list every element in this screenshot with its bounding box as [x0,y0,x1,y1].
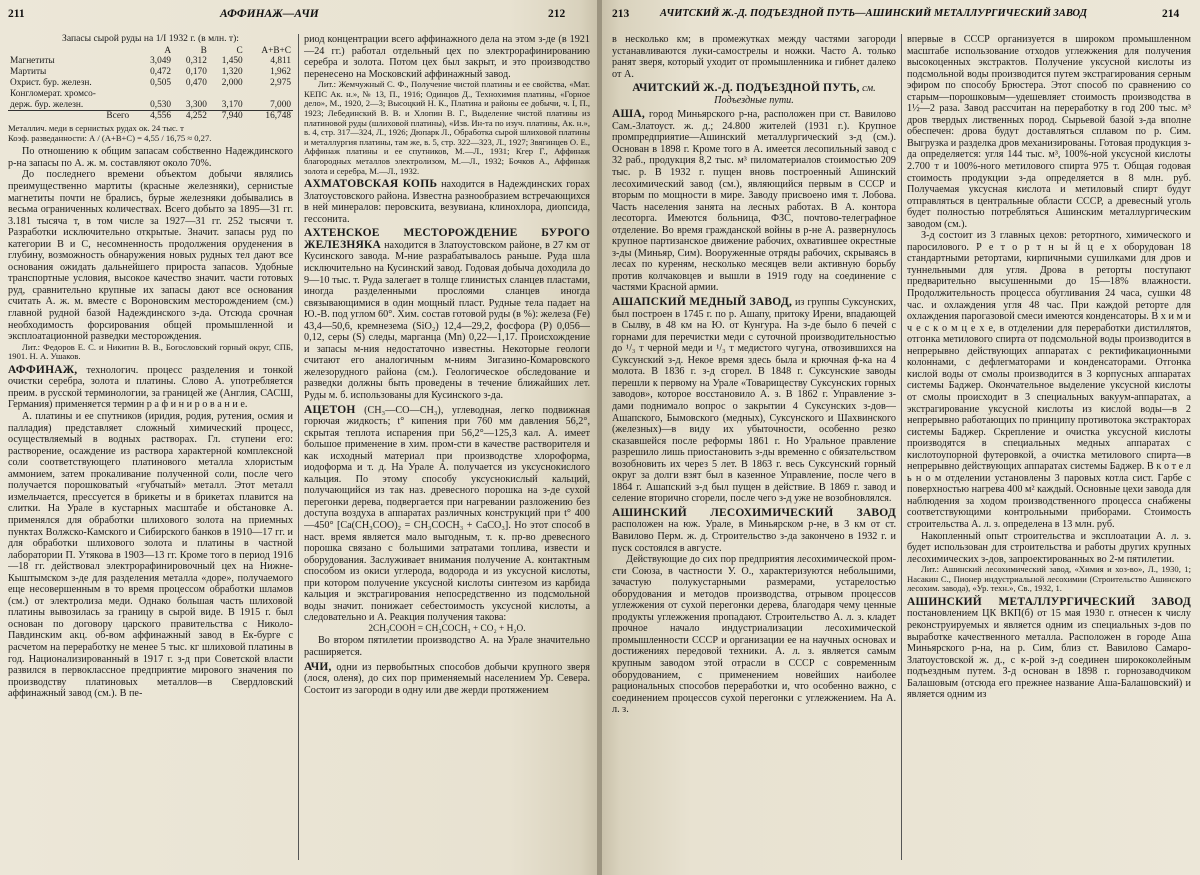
table-row: Конгломерат. хромсо- [10,88,96,99]
page-number: 211 [8,8,25,20]
table-row: Мартиты 0,472 0,170 1,320 1,962 [10,67,291,78]
paragraph: До последнего времени объектом добычи являлись преимущественно мартиты (красные железняки), сернистые магнетиты почти не брались, бурые железняки добывались в весьма ограниченных количествах. Всего добыто за 1895—31 гг. 3.181 тысяча т, в том числе за 1927—31 гг. 252 тысячи т. Разработки исключительно открытые. Значит. запасы руд по категории В и С, несомненность продолжения оруденения в глубину, возможность обнаружения новых рудных тел дают все основания ожидать дальнейшего прироста запасов. Удобные транспортные условия, высокое качество значит. части готовых руд, сравнительно крупные их запасы дают все основания считать А. ж. м. вместе с Вороновским месторождением (см.) главной рудной базой Надеждинского з-да. Отсюда срочная необходимость форсирования общей промышленной и эксплоатационной разведки месторождения. [8,169,293,343]
entry-ashin-les [612,508,896,554]
headword: АШИНСКИЙ МЕТАЛЛУРГИЧЕСКИЙ ЗАВОД [907,595,1191,608]
left-page-header [0,8,598,26]
entry-text: расположен на юж. Урале, в Миньярском р-не, в 3 км от ст. Вавилово Перм. ж. д. Строительство з-да закончено в 1932 г. и пуск состоялся в августе. [612,519,896,554]
entry-achitsky [612,83,896,106]
paragraph: впервые в СССР организуется в широком промышленном масштабе использование отходов углежжения для получения высокоценных экстрактов. Получение уксусной кислоты из подсмольной воды производится путем экстрагирования серным эфиром по способу Брюстера. Этот способ по сравнению со старым—порошковым—удешевляет стоимость производства в 1½—2 раза. Завод рассчитан на переработку в год 200 тыс. м³ дров твердых лиственных пород. Сырьевой базой з-да вполне обеспечен: дрова будут доставляться сплавом по р. Сим. Выгрузка и разделка дров механизированы. Готовая продукция з-да определяется: угля 144 тыс. м³, 100%-ной уксусной кислоты 2.700 т и 100%-ного метилового спирта 975 т. Общая годовая стоимость продукции з-да определяется в 8 млн. руб. Получаемая уксусная кислота и метиловый спирт будут отправляться в центральные области СССР, а древесный уголь будет полностью потребляться Ашинским металлургическим заводом (см.). [907,34,1191,230]
table-row: Охрист. бур. железн. 0,505 0,470 2,000 2,975 [10,77,291,88]
entry-text: одни из первобытных способов добычи крупного зверя (лося, оленя), до сих пор применяемый населением Ур. Севера. Состоит из загороди в одну или две жерди протяжением [304,661,590,696]
right-page-header [602,8,1200,26]
coefficient-formula: Коэф. разведанности: А / (А+В+С) = 4,55 / 16,75 ≈ 0,27. [8,132,212,143]
entry-ashap [612,297,896,505]
paragraph: риод концентрации всего аффинажного дела на этом з-де (в 1921—24 гг.) работал отдельный цех по электрорафинированию серебра и золота. Потом цех был закрыт, и это производство перенесено на Московский аффинажный завод. [304,34,590,80]
entry-akhten [304,228,590,401]
left-page [0,0,598,875]
headword: АФФИНАЖ, [8,363,78,376]
entry-affinazh [8,365,293,411]
headword: АЧИТСКИЙ Ж.-Д. ПОДЪЕЗДНОЙ ПУТЬ, [632,82,860,95]
paragraph: А. платины и ее спутников (иридия, родия, рутения, осмия и палладия) представляет сложный химический процесс, осуществляемый в водных растворах. Гл. ступени его: растворение, осаждение из раствора характерной комплексной соли соответствующего платинового металла хлористым аммонием, затем прокаливание полученной соли, после чего получается порошковатый «губчатый» металл. Этот металл измельчается, прессуется в брикеты и в брикетах плавится на слитки. На Урале в кустарных масштабе и обстановке А. применялся для обработки шлихового золота на приемных пунктах Волжско-Камского и Сибирского банков в 1910—17 гг. и для обработки шлихового золота и платины в частной лаборатории П. Утякова в 1903—13 гг. Кроме того в период 1916—18 гг. действовал электрорафинировочный цех на Нижне-Кыштымском з-де для разделения металла «доре», получаемого еще несовершенным в то время процессом обработки шламов (см.) от электролиза меди. Однако большая часть шлиховой платины вывозилась за границу в сырой виде. В 1915 г. был основан по договору царского правительства с Николо-Павдинским акц. об-вом аффинажный завод в Ек-бурге с расчетом на переработку не менее 5 тыс. кг шлиховой платины в год. Национализированный в 1917 г. з-д при Советской власти развился в первоклассное предприятие мирового значения по производству платиновых металлов—в Свердловский аффинажный завод (см.). В пе- [8,411,293,700]
entry-text: находится в Златоустовском районе, в 27 км от Кусинского завода. М-ние разрабатывалось раньше. Руда шла исключительно на Кусинский завод. Годовая добыча доходила до 9—10 тыс. т. Руда залегает в толще глинистых сланцев пластами, иногда разделенными прослоями сланцев иногда связывающимися в один мощный пласт. Рудные тела падает на Ю.-В. под углом 60°. Хим. состав готовой руды (в %): железа (Fe) 43,4—50,6, кремнезема (SiO₂) 12,4—29,2, фосфора (P) 0,056—0,12, серы (S) следы, марганца (Mn) 0,22—1,17. Происхождение и запасы м-ния недостаточно известны. Некоторые геологи считают его аналогичным м-ниям Зигазино-Комаровского железорудного района (см.). Геологическое обследование и разведки должны быть проведены в течение ближайших лет. Руды м. б. использованы для Кусинского з-да. [304,239,590,401]
headword: АЧИ, [304,660,332,673]
reaction-formula: 2CH₃COOH = CH₃COCH₃ + CO₂ + H₂O. [368,623,526,634]
headword: АХМАТОВСКАЯ КОПЬ [304,178,438,191]
literature-note: Лит.: Жемчужный С. Ф., Получение чистой платины и ее свойства, «Мат. КЕПС Ак. н.», № 13, П., 1916; Одинцов Д., Технохимия платины, «Горное дело», М., 1920, 2—3; Высоцкий Н. К., Платина и районы ее добычи, ч. I, П., 1923; Лебединский В. В. и Хлопин В. Г., Выделение чистой платины из платиновой руды (шлиховой платины), «Изв. Ин-та по изуч. платины, Ак. н.», в. 4, стр. 317—324, Л., 1926; Дюпарк Л., Обработка сырой шлиховой платины и металлургия платины, там же, в. 5, стр. 322—323, Л., 1927; Звягинцев О. Е., Аффинаж платины и ее спутников, М.—Л., 1931; Кгер Г., Аффинаж благородных металлов электролизом, М.—Л., 1932; Бочков А., Аффинаж золота и серебра, М.—Л., 1932. [304,79,590,176]
page-number: 212 [548,8,566,20]
entry-text: постановлением ЦК ВКП(б) от 15 мая 1930 г. отнесен к числу реконструируемых и является одним из специальных з-дов по выработке качественного металла. Расположен в городе Аша Миньярского р-на, на р. Сим, близ ст. Вавилово Самаро-Златоустовской ж. д., с к-рой з-д соединен ширококолейным подъездным путем. З-д основан в 1898 г. горнозаводчиком Балашовым (отсюда его прежнее название Аша-Балашовский) и является одним из [907,608,1191,701]
paragraph: в несколько км; в промежутках между частями загороди устанавливаются луки-самострелы и ножки. Часто А. только ранят зверя, который уходит от промышленника и гибнет далеко от А. [612,34,896,80]
entry-text: находится в Надеждинских горах Златоустовского района. Известна разнообразием встречающихся в ней минералов: перовскита, везувиана, клинохлора, диопсида, гессонита. [304,179,590,225]
headword: АХТЕНСКОЕ МЕСТОРОЖДЕНИЕ БУРОГО ЖЕЛЕЗНЯКА [304,227,590,251]
entry-akhmatov [304,179,590,225]
entry-aceton [304,405,590,624]
left-column-1 [8,34,293,864]
running-title: АФФИНАЖ—АЧИ [220,8,319,20]
running-title: АЧИТСКИЙ Ж.-Д. ПОДЪЕЗДНОЙ ПУТЬ—АШИНСКИЙ МЕТАЛЛУРГИЧЕСКИЙ ЗАВОД [660,8,1087,19]
column-divider [901,34,902,860]
paragraph: Во втором пятилетии производство А. на Урале значительно расширяется. [304,635,590,658]
right-column-2 [907,34,1191,864]
paragraph: З-д состоит из 3 главных цехов: ретортного, химического и паросилового. Р е т о р т н ы й ц е х оборудован 18 стандартными ретортами, кирпичными сушилками для дров и туннельными для угля. Дрова в реторты поступают предварительно высушенными до 15—18% влажности. Продолжительность процесса обугливания 24 часа, сушки 48 час. и охлаждения угля 48 час. При каждой реторте для охлаждения парогазовой смеси имеются конденсаторы. В х и м и ч е с к о м ц е х е, в отделении для переработки дистиллятов, отгонка метилового спирта от подсмольной воды производится в непрерывно действующих аппаратах с ректификационными колоннами, с дефлегматорами и конденсаторами. Отгонка кислой воды от смолы производится в 3 корпусных аппаратах системы Баджер. Окончательное выделение уксусной кислоты от смолы происходит в 3 специальных вакуум-аппаратах, а экстрагирование уксусной кислоты из кислой воды—в 2 непрерывно работающих по принципу противотока экстракторах системы Баджер. Скрепление и очистка уксусной кислоты производятся в специальных медных аппаратах с кислотоупорной футеровкой, а очистка метилового спирта—в непрерывно действующих аппаратах системы Баджер. В к о т е л ь н о м отделении установлены 3 паровых котла сист. Гарбе с поверхностью нагрева 400 м² каждый. Основные цехи завода для наблюдения за ходом производственного процесса снабжены соответствующими контрольными приборами. Стоимость строительства А. л. з. определена в 13 млн. руб. [907,230,1191,530]
headword: АШАПСКИЙ МЕДНЫЙ ЗАВОД, [612,296,793,309]
entry-text: см. Подъездные пути. [714,83,876,106]
table-row: держ. бур. железн. 0,530 3,300 3,170 7,000 [10,99,291,110]
left-column-2 [304,34,590,864]
headword: АЦЕТОН [304,403,356,416]
headword: АШИНСКИЙ ЛЕСОХИМИЧЕСКИЙ ЗАВОД [612,506,896,519]
table-total-row: Всего 4,556 4,252 7,940 16,748 [8,111,293,122]
paragraph: По отношению к общим запасам собственно Надеждинского р-на запасы по А. ж. м. составляют около 70%. [8,146,293,169]
right-column-1 [612,34,896,864]
ore-reserves-table [8,46,293,123]
entry-text: (CH₃—CO—CH₃), углеводная, легко подвижная горючая жидкость; t° кипения при 760 мм давления 56,2°, скрытая теплота испарения при 56,2°—125,3 кал. А. имеет большое применение в хим. пром-сти в качестве растворителя и как исходный материал при производстве хлороформа, иодоформа и т. д. На Урале А. получается из уксуснокислого кальция. По этому способу уксуснокислый кальций, получающийся из так наз. древесного порошка на з-де сухой перегонки дерева, подвергается при нагревании разложению без доступа воздуха в аппаратах различных конструкций при t° 400—450° [Ca(CH₃COO)₂ = CH₃COCH₃ + CaCO₃]. Но этот способ в наст. время является мало выгодным, т. к. пр-во древесного порошка связано с большими затратами топлива, извести и оборудования. Заслуживает внимания получение А. контактным способом из окиси углерода, водорода и из уксусной кислоты, при котором получение уксусной кислоты синтезом из карбида кальция и экстрагирования непосредственно из подсмольной воды значит. понижает себестоимость уксусной кислоты, а следовательно и А. Реакция получения такова: [304,404,590,624]
metal-note: Металлич. меди в сернистых рудах ок. 24 тыс. т [8,123,184,134]
page-number: 214 [1162,8,1180,20]
entry-text: город Миньярского р-на, расположен при ст. Вавилово Сам.-Златоуст. ж. д.; 24.800 жителей (1931 г.). Крупное промпредприятие—Ашинский металлургический з-д (см.). Основан в 1898 г. Кроме того в А. имеется лесопильный завод с 32 раб., продукция 8,2 тыс. м³ пиломатериалов стоимостью 209 тыс. р. В 1932 г. пущен вновь построенный Ашинский лесохимический завод (см.), являющийся первым в СССР и вторым по мощности в мире. Заводу присвоено имя т. Лобова. Часть населения занята на лесных работах. В А. контора лесоторга. Имеются больница, ФЗС, почтово-телеграфное отделение. Во время гражданской войны в р-не А. развернулось крупное партизанское движение рабочих, охватившее окрестные з-ды (Миньяр, Сим). Вооруженные отряды рабочих, скрываясь в лесах по куреням, несколько месяцев вели активную борьбу против колчаковцев и вышли в 1919 году на соединение с частями Красной армии. [612,109,896,294]
page-number: 213 [612,8,630,20]
entry-ashin-met [907,597,1191,701]
headword: АША, [612,108,645,121]
literature-note: Лит.: Ашинский лесохимический завод, «Химия и хоз-во», Л., 1930, 1; Насакин С., Пионер индустриальной лесохимии (Строительство Ашинского лесохим. завода), «Ур. техн.», Св., 1932, 1. [907,564,1191,594]
entry-achi [304,662,590,697]
entry-text: из группы Суксунских, был построен в 1745 г. по р. Ашапу, притоку Ирени, впадающей в Сылву, в 48 км на Ю. от Кунгура. На з-де было 6 печей с горнами для перечистки меди с суточной производительностью до ¹/₃ т черной меди и ¹/₃ т медистого чугуна, отвозившихся на Суксунский з-д. Некое время здесь была и крючная ф-ка на 4 молота. В 1836 г. з-д сгорел. В 1848 г. Суксунские заводы перешли к первому на Урале «Товариществу Суксунских горных заводов», которое восстановило А. з. В 1862 г. Управление з-дами поднимало вопрос о закрытии 4 Суксунских з-дов—Ашапского, Бымовского (медных), Суксунского и Шахвинского (железных)—в виду их убыточности, особенно резко сказавшейся после реформы 1861 г. Но Уральное правление разрешило лишь приостановить з-ды временно с обязательством возобновить их через 5 лет. В 1863 г. весь Суксунский горный округ за долги взят был в казенное Управление, после чего в 1864 г. Ашапский з-д был пущен в действие. В 1869 г. завод и селение вторично сгорели, после чего з-д уже не возобновлялся. [612,297,896,505]
paragraph: Действующие до сих пор предприятия лесохимической пром-сти Союза, в частности У. О., характеризуются небольшими, зачастую полукустарными размерами, устарелостью оборудования и методов производства, отрывом процессов углежжения от сухой перегонки дерева, благодаря чему ценные продукты углежжения пропадают. Строительство А. л. з. кладет прочное начало индустриализации лесохимической промышленности СССР и организации ее на научных основах и достижениях передовой техники. А. л. з. является самым крупным заводом этой отрасли в СССР с современным оборудованием, с применением новейших наиболее рациональных способов переработки и, что особенно важно, с соединением процессов сухой перегонки с углежжением. На А. л. з. [612,554,896,716]
right-page [602,0,1200,875]
column-divider [298,34,299,860]
table-caption: Запасы сырой руды на 1/I 1932 г. (в млн. т): [62,34,239,44]
table-row: Магнетиты 3,049 0,312 1,450 4,811 [10,56,291,67]
literature-note: Лит.: Федоров Е. С. и Никитин В. В., Богословский горный округ, СПБ, 1901. Н. А. Ушаков. [8,341,293,362]
entry-text: технологич. процесс разделения и тонкой очистки серебра, золота и платины. Слово А. употребляется преим. в русской терминологии, за границей же (Англия, САСШ, Германия) применяется термин р а ф и н и р о в а н и е. [8,364,293,411]
entry-asha [612,109,896,294]
paragraph: Накопленный опыт строительства и эксплоатации А. л. з. будет использован для строительства и работы других крупных лесохимических з-дов, запроектированных во 2-м пятилетии. [907,530,1191,565]
table-header-row: А В С А+В+С [164,45,291,56]
